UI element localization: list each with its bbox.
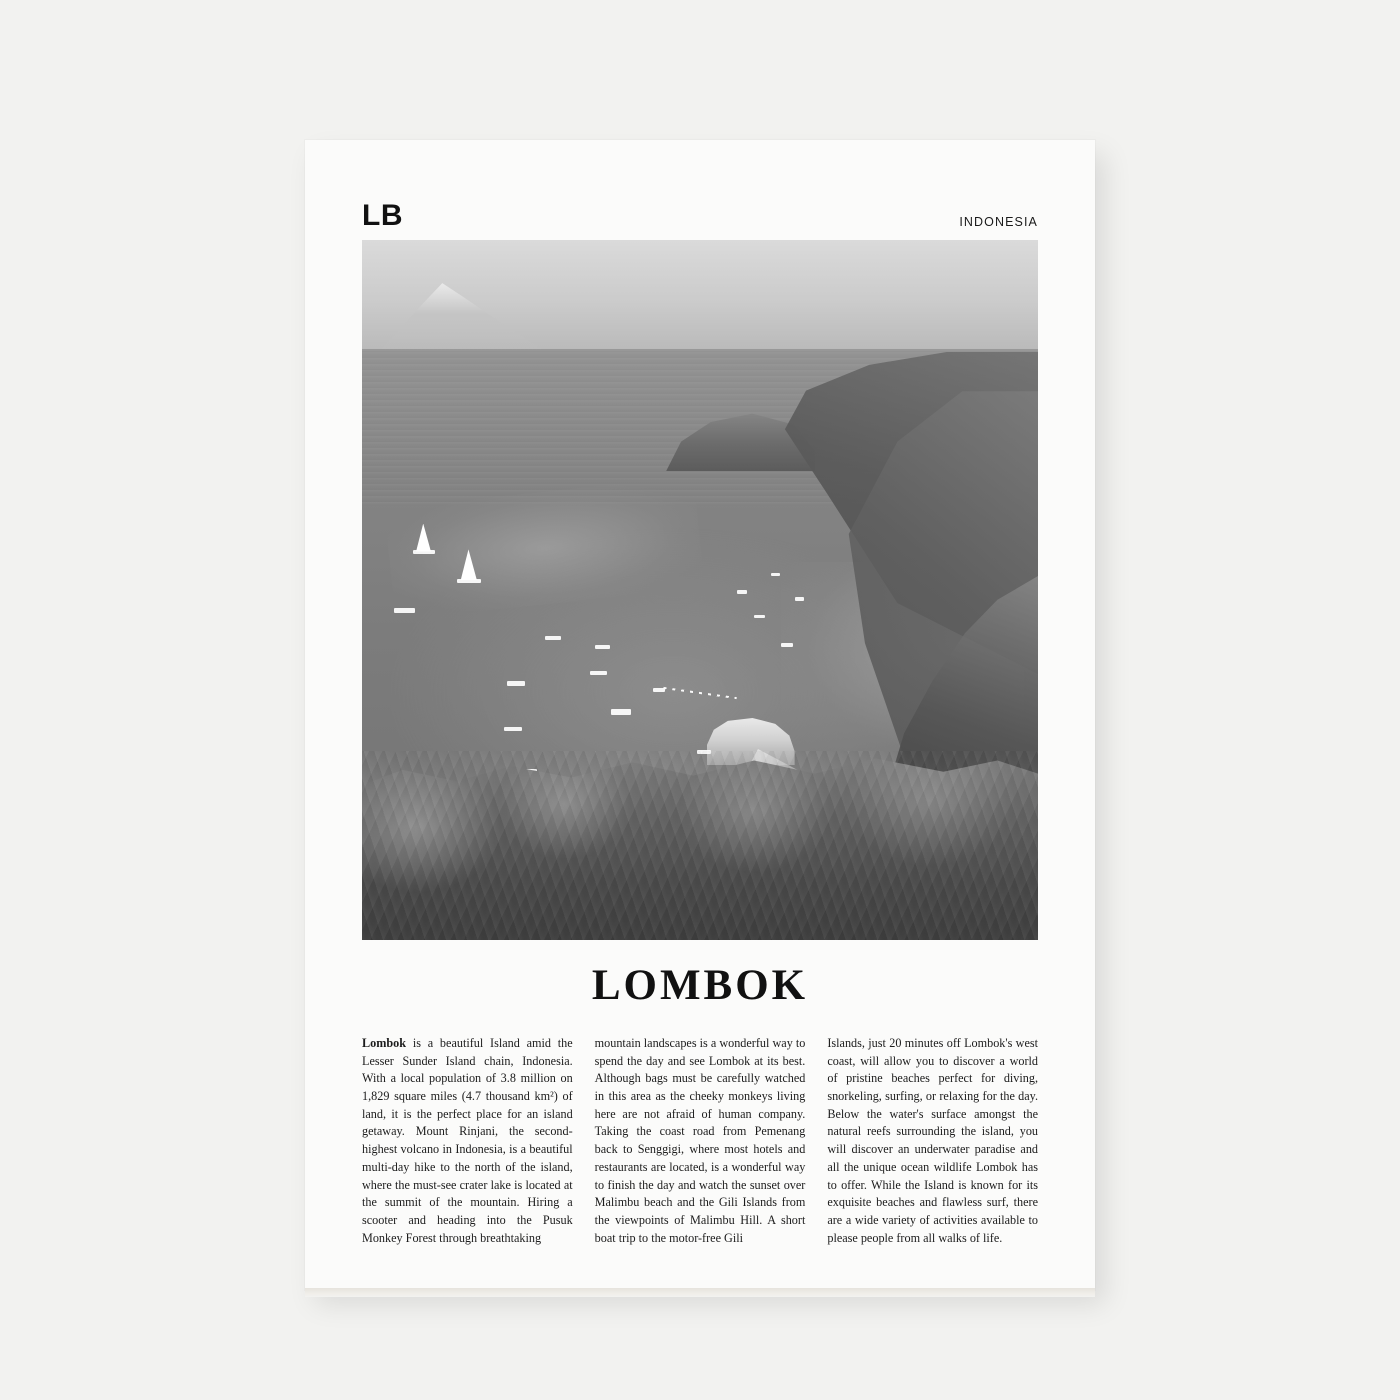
photo-boat-3 [394, 608, 414, 614]
body-column-2 [595, 1035, 806, 1247]
poster-content [362, 195, 1039, 1245]
photo-boat-8 [611, 709, 631, 715]
poster-header [362, 195, 1038, 231]
photo-sailboat-2-hull [457, 579, 481, 583]
photo-sailboat-1-hull [413, 550, 435, 554]
photo-boat-9 [504, 727, 522, 732]
poster-bottom-edge [305, 1288, 1095, 1297]
photo-boat-14 [754, 615, 765, 619]
photo-boat-15 [781, 643, 793, 647]
photo-boat-10 [653, 688, 665, 692]
photo-jungle-texture [362, 751, 1038, 940]
poster-country-label: INDONESIA [959, 214, 1038, 229]
body-column-2-text: mountain landscapes is a wonderful way to spend the day and see Lombok at its best. Although bags must be carefully watched in this area as the cheeky monkeys living here are not afraid of human company. Taking the coast road from Pemenang back to Senggigi, where most hotels and restaurants are located, is a wonderful way to finish the day and watch the sunset over Malimbu beach and the Gili Islands from the viewpoints of Malimbu Hill. A short boat trip to the motor-free Gili [594, 1036, 806, 1245]
body-column-3 [827, 1035, 1038, 1247]
poster-photo [362, 240, 1038, 940]
poster-title: LOMBOK [591, 962, 809, 1009]
photo-boat-11 [737, 590, 746, 594]
body-column-1 [362, 1035, 573, 1247]
photo-canvas [362, 240, 1038, 940]
photo-boat-6 [507, 681, 525, 686]
photo-boat-7 [590, 671, 606, 676]
photo-boat-4 [545, 636, 561, 641]
poster-logo: LB [362, 199, 403, 232]
photo-boat-13 [795, 597, 804, 601]
photo-boat-12 [771, 573, 780, 577]
body-lead-word: Lombok [362, 1036, 407, 1050]
body-column-3-text: Islands, just 20 minutes off Lombok's west coast, will allow you to discover a world of pristine beaches perfect for diving, snorkeling, surfing, or relaxing for the day. Below the water's surface amongst the natural reefs surrounding the island, you will discover an underwater paradise and all the unique ocean wildlife Lombok has to offer. While the Island is known for its exquisite beaches and flawless surf, there are a wide variety of activities available to please people from all walks of life. [827, 1036, 1039, 1245]
poster-body-columns [362, 1035, 1038, 1247]
photo-boat-5 [595, 645, 610, 650]
body-column-1-text: is a beautiful Island amid the Lesser Sunder Island chain, Indonesia. With a local population of 3.8 million on 1,829 square miles (4.7 thousand km²) of land, it is the perfect place for an island getaway. Mount Rinjani, the second-highest volcano in Indonesia, is a beautiful multi-day hike to the north of the island, where the must-see crater lake is located at the summit of the mountain. Hiring a scooter and heading into the Pusuk Monkey Forest through breathtaking [362, 1036, 573, 1245]
poster-sheet [305, 140, 1095, 1290]
